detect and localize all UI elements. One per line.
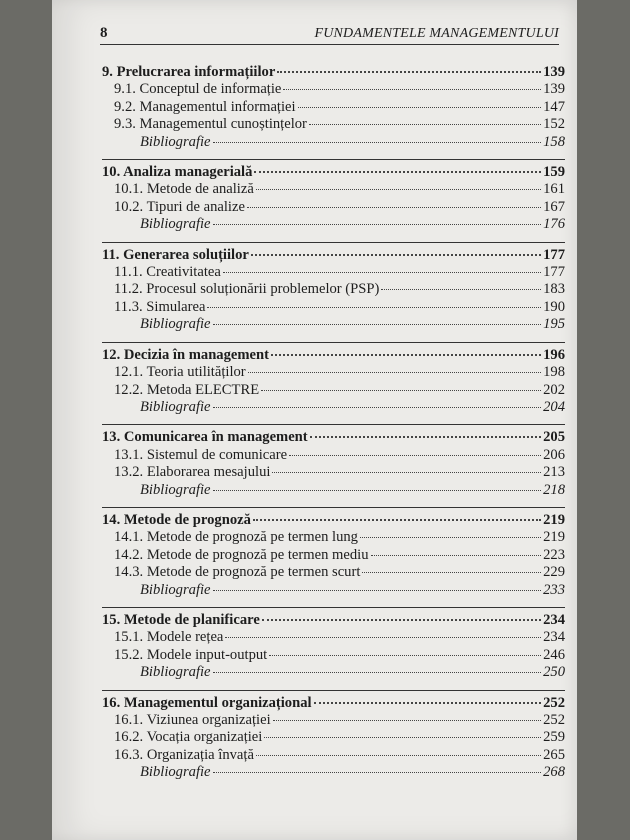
bibliography-entry [102, 316, 565, 333]
section-entry-title: 10.1. Metode de analiză [114, 181, 254, 198]
section-entry-title: 14.3. Metode de prognoză pe termen scurt [114, 564, 361, 581]
section-entry [102, 99, 565, 116]
bibliography-entry-page: 195 [543, 316, 565, 333]
section-entry [102, 447, 565, 464]
section-entry-title: 16.2. Vocația organizației [114, 729, 263, 746]
section-entry [102, 116, 565, 133]
section-entry [102, 729, 565, 746]
bibliography-entry-page: 158 [543, 133, 565, 150]
section-entry-page: 265 [543, 746, 565, 763]
dot-leader [310, 436, 541, 438]
dot-leader [213, 590, 542, 591]
section-entry-title: 10.2. Tipuri de analize [114, 198, 245, 215]
dot-leader [253, 519, 541, 521]
section-entry-page: 229 [543, 564, 565, 581]
section-entry-page: 198 [543, 364, 565, 381]
bibliography-entry [102, 134, 565, 151]
section-entry-page: 202 [543, 381, 565, 398]
dot-leader [360, 537, 541, 538]
bibliography-entry-page: 268 [543, 764, 565, 781]
book-page [52, 0, 577, 840]
dot-leader [272, 472, 541, 473]
section-entry [102, 647, 565, 664]
chapter-entry-title: 15. Metode de planificare [102, 611, 260, 628]
dot-leader [269, 655, 541, 656]
dot-leader [213, 772, 542, 773]
dot-leader [248, 372, 541, 373]
section-entry-page: 152 [543, 116, 565, 133]
section-entry-title: 11.1. Creativitatea [114, 264, 221, 281]
dot-leader [371, 555, 542, 556]
section-entry [102, 529, 565, 546]
dot-leader [213, 224, 542, 225]
chapter-entry-title: 11. Generarea soluțiilor [102, 246, 249, 263]
bibliography-entry-page: 250 [543, 664, 565, 681]
page-number: 8 [100, 25, 108, 41]
dot-leader [247, 207, 541, 208]
dot-leader [254, 171, 541, 173]
dot-leader [213, 490, 542, 491]
section-entry [102, 547, 565, 564]
page-header [100, 22, 559, 45]
dot-leader [277, 71, 541, 73]
chapter-entry-page: 219 [543, 511, 565, 528]
section-entry [102, 264, 565, 281]
dot-leader [251, 254, 541, 256]
section-entry-title: 14.1. Metode de prognoză pe termen lung [114, 529, 358, 546]
section-entry [102, 299, 565, 316]
section-entry [102, 181, 565, 198]
chapter-entry-title: 13. Comunicarea în management [102, 429, 308, 446]
section-entry-page: 139 [543, 81, 565, 98]
chapter-block [102, 342, 565, 417]
bibliography-entry [102, 482, 565, 499]
chapter-entry-title: 10. Analiza managerială [102, 164, 253, 181]
section-entry-page: 147 [543, 98, 565, 115]
section-entry-page: 190 [543, 298, 565, 315]
dot-leader [256, 189, 541, 190]
chapter-entry-page: 234 [543, 611, 565, 628]
section-entry-title: 14.2. Metode de prognoză pe termen mediu [114, 546, 369, 563]
dot-leader [213, 142, 542, 143]
chapter-entry [102, 612, 565, 629]
bibliography-entry-title: Bibliografie [140, 664, 211, 681]
section-entry-page: 213 [543, 464, 565, 481]
dot-leader [264, 737, 541, 738]
section-entry-page: 161 [543, 181, 565, 198]
section-entry [102, 382, 565, 399]
chapter-block [102, 507, 565, 599]
section-entry-title: 11.2. Procesul soluționării problemelor (PSP) [114, 281, 380, 298]
chapter-block [102, 64, 565, 151]
section-entry-page: 234 [543, 629, 565, 646]
dot-leader [262, 619, 541, 621]
chapter-block [102, 690, 565, 782]
section-entry-title: 9.3. Managementul cunoștințelor [114, 116, 307, 133]
bibliography-entry [102, 216, 565, 233]
section-entry-title: 16.1. Viziunea organizației [114, 712, 271, 728]
chapter-entry-page: 205 [543, 429, 565, 446]
bibliography-entry-page: 233 [543, 581, 565, 598]
dot-leader [309, 124, 541, 125]
dot-leader [225, 637, 541, 638]
chapter-entry-page: 159 [543, 164, 565, 181]
table-of-contents [102, 64, 565, 790]
bibliography-entry-page: 218 [543, 481, 565, 498]
bibliography-entry-page: 204 [543, 398, 565, 415]
dot-leader [213, 672, 542, 673]
dot-leader [256, 755, 541, 756]
chapter-entry-title: 14. Metode de prognoză [102, 511, 251, 528]
dot-leader [213, 324, 542, 325]
chapter-entry-title: 9. Prelucrarea informațiilor [102, 64, 276, 80]
dot-leader [223, 272, 541, 273]
section-entry [102, 281, 565, 298]
chapter-entry [102, 64, 565, 81]
section-entry-page: 219 [543, 529, 565, 546]
chapter-entry [102, 247, 565, 264]
chapter-entry [102, 164, 565, 181]
section-entry-title: 15.1. Modele rețea [114, 629, 224, 646]
section-entry-page: 183 [543, 281, 565, 298]
chapter-entry-page: 139 [543, 64, 565, 80]
section-entry-title: 9.1. Conceptul de informație [114, 81, 282, 98]
bibliography-entry [102, 764, 565, 781]
bibliography-entry-title: Bibliografie [140, 216, 211, 233]
bibliography-entry [102, 582, 565, 599]
section-entry [102, 199, 565, 216]
section-entry-page: 206 [543, 446, 565, 463]
chapter-entry-page: 196 [543, 346, 565, 363]
section-entry-title: 13.1. Sistemul de comunicare [114, 446, 288, 463]
dot-leader [283, 89, 541, 90]
section-entry-title: 9.2. Managementul informației [114, 98, 296, 115]
dot-leader [261, 390, 541, 391]
section-entry-title: 12.1. Teoria utilităților [114, 364, 246, 381]
bibliography-entry-title: Bibliografie [140, 481, 211, 498]
bibliography-entry [102, 399, 565, 416]
chapter-entry-title: 16. Managementul organizațional [102, 694, 312, 711]
section-entry-title: 12.2. Metoda ELECTRE [114, 381, 260, 398]
bibliography-entry-title: Bibliografie [140, 316, 211, 333]
section-entry [102, 747, 565, 764]
bibliography-entry-title: Bibliografie [140, 764, 211, 781]
section-entry-page: 177 [543, 264, 565, 281]
bibliography-entry [102, 664, 565, 681]
dot-leader [271, 354, 541, 356]
section-entry-page: 259 [543, 729, 565, 746]
bibliography-entry-title: Bibliografie [140, 581, 211, 598]
chapter-entry-title: 12. Decizia în management [102, 346, 269, 363]
chapter-entry [102, 347, 565, 364]
section-entry-page: 167 [543, 198, 565, 215]
chapter-block [102, 159, 565, 234]
chapter-block [102, 242, 565, 334]
section-entry-title: 15.2. Modele input-output [114, 646, 268, 663]
section-entry [102, 81, 565, 98]
dot-leader [298, 107, 542, 108]
section-entry-page: 223 [543, 546, 565, 563]
section-entry-page: 252 [543, 712, 565, 728]
running-title: FUNDAMENTELE MANAGEMENTULUI [314, 26, 559, 41]
dot-leader [289, 455, 541, 456]
section-entry-title: 11.3. Simularea [114, 298, 206, 315]
dot-leader [314, 702, 542, 704]
chapter-block [102, 424, 565, 499]
chapter-entry [102, 512, 565, 529]
dot-leader [207, 307, 541, 308]
chapter-block [102, 607, 565, 682]
section-entry-page: 246 [543, 646, 565, 663]
chapter-entry-page: 177 [543, 246, 565, 263]
dot-leader [213, 407, 542, 408]
section-entry-title: 16.3. Organizația învață [114, 746, 254, 763]
chapter-entry [102, 695, 565, 712]
section-entry [102, 564, 565, 581]
section-entry [102, 712, 565, 729]
section-entry [102, 364, 565, 381]
section-entry [102, 464, 565, 481]
section-entry [102, 629, 565, 646]
chapter-entry [102, 429, 565, 446]
section-entry-title: 13.2. Elaborarea mesajului [114, 464, 271, 481]
bibliography-entry-title: Bibliografie [140, 398, 211, 415]
dot-leader [381, 289, 541, 290]
dot-leader [362, 572, 541, 573]
dot-leader [273, 720, 541, 721]
chapter-entry-page: 252 [543, 694, 565, 711]
bibliography-entry-page: 176 [543, 216, 565, 233]
bibliography-entry-title: Bibliografie [140, 133, 211, 150]
